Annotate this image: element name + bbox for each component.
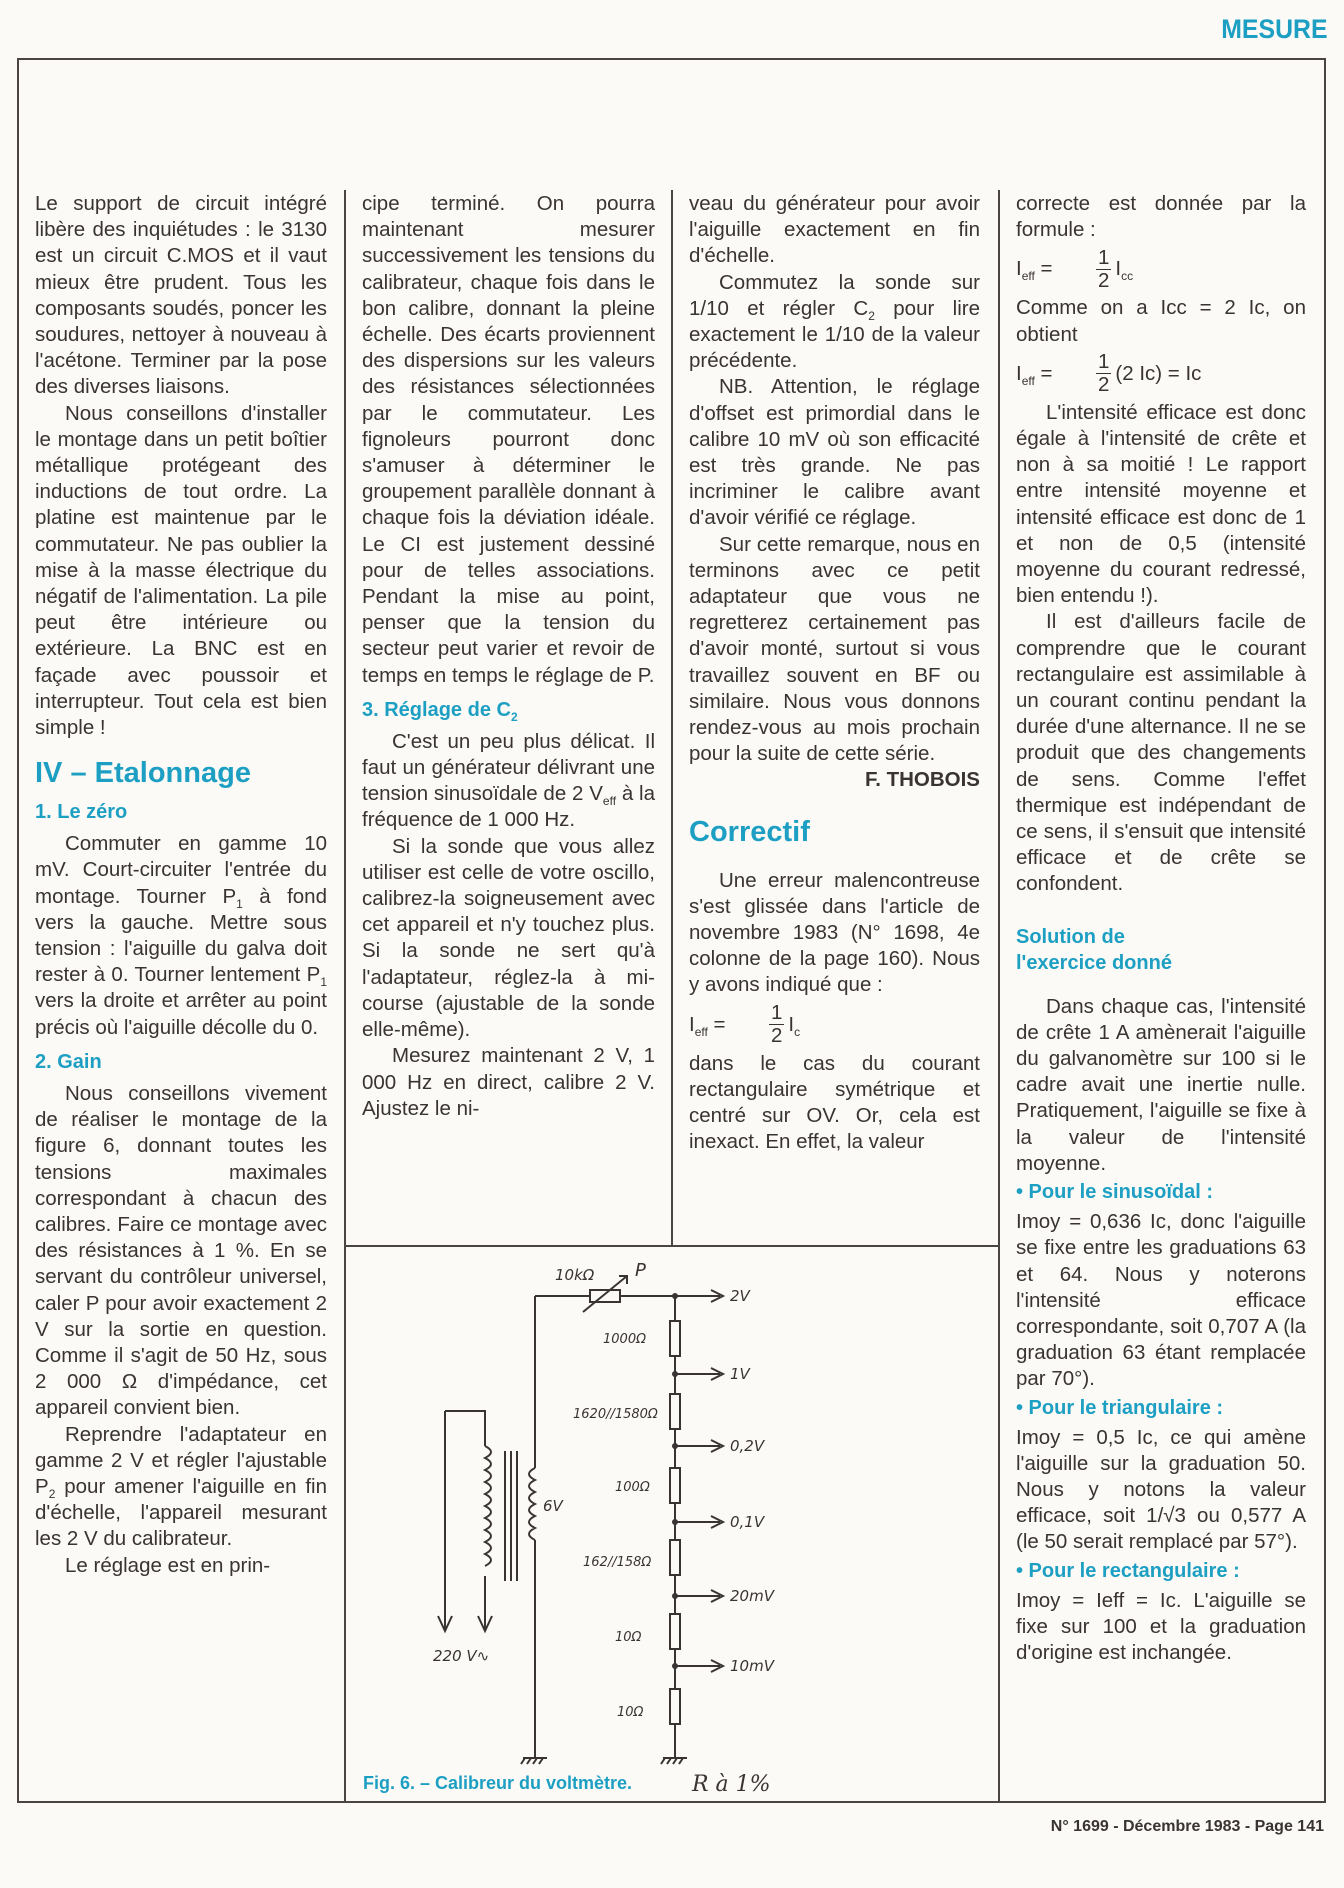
subsection-heading: Solution de l'exercice donné [1016, 925, 1172, 974]
paragraph: cipe terminé. On pourra maintenant mesurer successivement les tensions du calibrateur, chaque fois dans le bon calibre, donnant la pleine échelle. Des écarts proviennent des dispersions sur les valeurs des résistances sélectionnées par le commutateur. Les fignoleurs pourront donc s'amuser à déterminer le groupement parallèle donnant à chaque fois la déviation idéale. Le CI est justement dessiné pour de telles associations. Pendant la mise au point, penser que la tension du secteur peut varier et revoir de temps en temps le réglage de P. [362, 192, 655, 687]
section-tag: MESURE [1221, 14, 1328, 44]
author-signature: F. THOBOIS [864, 768, 980, 792]
paragraph: Mesurez maintenant 2 V, 1 000 Hz en direct, calibre 2 V. Ajustez le ni- [362, 1044, 655, 1120]
paragraph: Imoy = 0,636 Ic, donc l'aiguille se fixe entre les graduations 63 et 64. Nous y noterons l'intensité efficace correspondante, soit 0,707 A (la graduation 63 étant remplacée par 70°). [1016, 1210, 1306, 1391]
paragraph: Une erreur malencontreuse s'est glissée dans l'article de novembre 1983 (N° 1698, 4e colonne de la page 160). Nous y avons indiqué que : [689, 868, 980, 997]
output-label: 10mV [730, 1657, 774, 1675]
formula: $I_{eff}$ = $\frac{1}{2}$ $I_c$ [689, 1001, 801, 1048]
output-label: 1V [730, 1365, 750, 1383]
resistor-label: 10Ω [615, 1630, 642, 1645]
section-heading: IV – Etalonnage [35, 757, 251, 790]
resistor-label: 1620//1580Ω [573, 1407, 658, 1422]
mains-label: 220 V∿ [433, 1647, 490, 1665]
resistor-label: 10Ω [617, 1705, 644, 1720]
paragraph: dans le cas du courant rectangulaire symétrique et centré sur OV. Or, cela est inexact. En effet, la valeur [689, 1051, 980, 1154]
subsection-heading: 2. Gain [35, 1050, 102, 1073]
subsection-heading: 3. Réglage de $C_2$ [362, 698, 518, 724]
resistor-label: 100Ω [615, 1480, 650, 1495]
column-1 [35, 191, 327, 1579]
paragraph: correcte est donnée par la formule : [1016, 192, 1306, 242]
paragraph: Dans chaque cas, l'intensité de crête 1 A amènerait l'aiguille du galvanomètre sur 100 si le cadre avait une inertie nulle. Pratiquement, l'aiguille se fixe à la valeur de l'intensité moyenne. [1016, 994, 1306, 1175]
circuit-diagram [345, 1246, 1000, 1801]
paragraph: C'est un peu plus délicat. Il faut un générateur délivrant une tension sinusoïdale de 2 $V_{eff}$ à la fréquence de 1 000 Hz. [362, 729, 655, 832]
paragraph: NB. Attention, le réglage d'offset est primordial dans le calibre 10 mV où son efficacité est très grande. Ne pas incriminer le calibre avant d'avoir vérifié ce réglage. [689, 375, 980, 530]
column-2 [362, 191, 655, 1122]
subsection-heading: 1. Le zéro [35, 801, 128, 824]
column-divider [344, 190, 346, 1246]
output-label: 0,2V [730, 1437, 765, 1455]
output-label: 20mV [730, 1587, 774, 1605]
figure-caption: Fig. 6. – Calibreur du voltmètre. [363, 1773, 633, 1793]
paragraph: Nous conseillons d'installer le montage dans un petit boîtier métallique protégeant des inductions de tout ordre. La platine est maintenue par le commutateur. Ne pas oublier la mise à la masse électrique du négatif de l'alimentation. La pile peut être intérieure ou extérieure. La BNC est en façade avec poussoir et interrupteur. Tout cela est bien simple ! [35, 401, 327, 740]
column-3 [689, 191, 980, 1156]
paragraph: Il est d'ailleurs facile de comprendre que le courant rectangulaire est assimilable à un courant continu pendant la durée d'une alternance. Il ne se produit que des changements de sens. Comme l'effet thermique est indépendant de ce sens, il s'ensuit que intensité efficace et de crête se confondent. [1016, 610, 1306, 896]
paragraph: Commuter en gamme 10 mV. Court-circuiter l'entrée du montage. Tourner $P_1$ à fond vers la gauche. Mettre sous tension : l'aiguille du galva doit rester à 0. Tourner lentement $P_1$ vers la droite et arrêter au point précis où l'aiguille décolle du 0. [35, 832, 327, 1039]
paragraph: Nous conseillons vivement de réaliser le montage de la figure 6, donnant toutes les tensions maximales correspondant à chacun des calibres. Faire ce montage avec des résistances à 1 %. En se servant du contrôleur universel, caler P pour avoir exactement 2 V sur la sortie en question. Comme il s'agit de 50 Hz, sous 2 000 Ω d'impédance, cet appareil convient bien. [35, 1081, 327, 1420]
paragraph: Imoy = Ieff = Ic. L'aiguille se fixe sur 100 et la graduation d'origine est inchangée. [1016, 1588, 1306, 1664]
column-divider [671, 190, 673, 1246]
bullet-heading: • Pour le rectangulaire : [1016, 1559, 1240, 1582]
figure-note: R à 1% [692, 1772, 771, 1797]
pot-name-label: P [635, 1260, 646, 1281]
resistor-label: 162//158Ω [583, 1555, 652, 1570]
paragraph: Comme on a Icc = 2 Ic, on obtient [1016, 296, 1306, 346]
pot-value-label: 10kΩ [555, 1266, 595, 1284]
section-heading: Correctif [689, 815, 810, 848]
bullet-heading: • Pour le sinusoïdal : [1016, 1181, 1214, 1204]
paragraph: veau du générateur pour avoir l'aiguille exactement en fin d'échelle. [689, 192, 980, 268]
paragraph: Si la sonde que vous allez utiliser est celle de votre oscillo, calibrez-la soigneusement avec cet appareil et n'y touchez plus. Si la sonde ne sert qu'à l'adaptateur, réglez-la à mi-course (ajustable de la sonde elle-même). [362, 834, 655, 1042]
paragraph: Imoy = 0,5 Ic, ce qui amène l'aiguille sur la graduation 50. Nous y notons la valeur efficace, soit 1/√3 ou 0,577 A (le 50 serait remplacé par 57°). [1016, 1425, 1306, 1554]
formula: $I_{eff}$ = $\frac{1}{2}$ (2 Ic) = Ic [1016, 350, 1202, 397]
column-4 [1016, 191, 1306, 1666]
output-label: 0,1V [730, 1513, 765, 1531]
resistor-label: 1000Ω [603, 1332, 647, 1347]
bullet-heading: • Pour le triangulaire : [1016, 1396, 1224, 1419]
paragraph: Sur cette remarque, nous en terminons avec ce petit adaptateur que vous ne regretterez certainement pas d'avoir monté, surtout si vous travaillez souvent en BF ou similaire. Nous vous donnons rendez-vous au mois prochain pour la suite de cette série. [689, 532, 980, 766]
page-footer: N° 1699 - Décembre 1983 - Page 141 [1050, 1818, 1324, 1835]
output-label: 2V [730, 1287, 750, 1305]
paragraph: Le réglage est en prin- [65, 1553, 271, 1577]
paragraph: Reprendre l'adaptateur en gamme 2 V et régler l'ajustable $P_2$ pour amener l'aiguille en fin d'échelle, l'appareil mesurant les 2 V du calibrateur. [35, 1422, 327, 1551]
formula: $I_{eff}$ = $\frac{1}{2}$ $I_{cc}$ [1016, 245, 1134, 292]
paragraph: L'intensité efficace est donc égale à l'intensité de crête et non à sa moitié ! Le rapport entre intensité moyenne et intensité efficace est donc de 1 et non de 0,5 (intensité moyenne du courant redressé, bien entendu !). [1016, 400, 1306, 608]
paragraph: Le support de circuit intégré libère des inquiétudes : le 3130 est un circuit C.MOS et il vaut mieux être prudent. Tous les composants soudés, poncer les soudures, nettoyer à nouveau à l'acétone. Terminer par la pose des diverses liaisons. [35, 192, 327, 399]
paragraph: Commutez la sonde sur 1/10 et régler $C_2$ pour lire exactement le 1/10 de la valeur précédente. [689, 270, 980, 373]
secondary-voltage-label: 6V [543, 1497, 563, 1515]
